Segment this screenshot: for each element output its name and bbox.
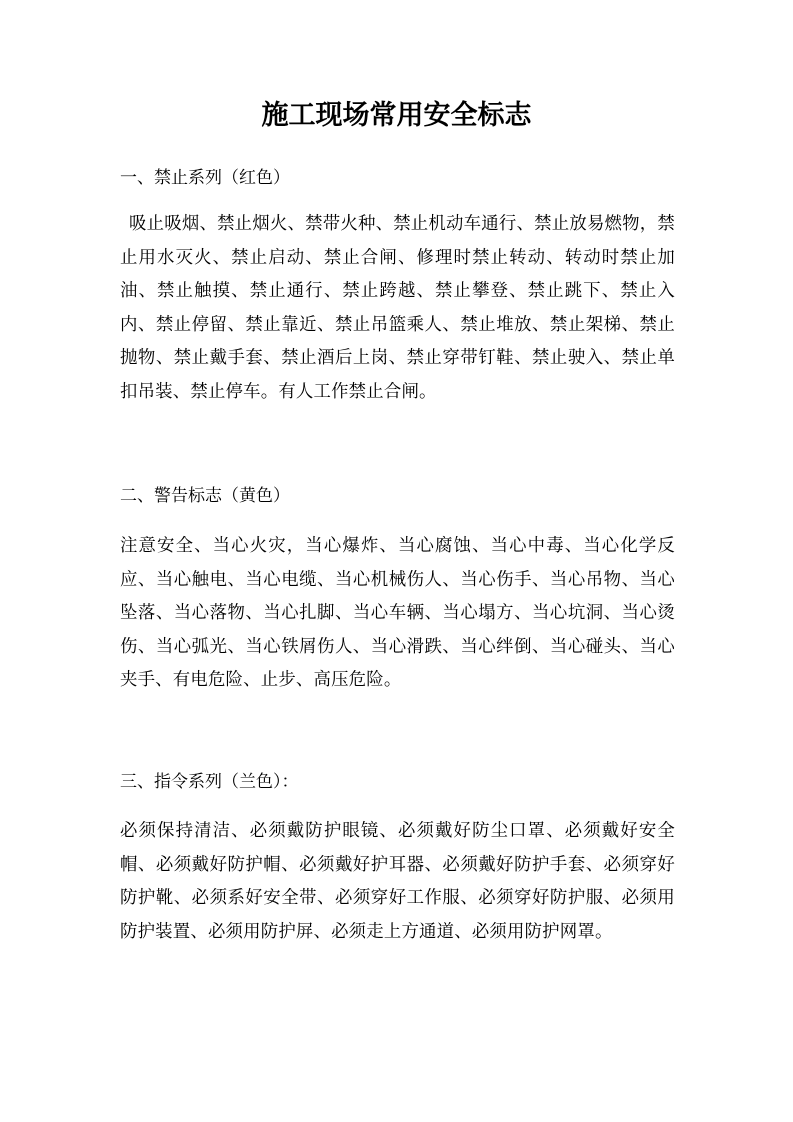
- section-heading-mandatory: 三、指令系列（兰色）：: [120, 772, 299, 792]
- section-heading-prohibition: 一、禁止系列（红色）: [120, 168, 290, 188]
- section-body-prohibition: 吸止吸烟、禁止烟火、禁带火种、禁止机动车通行、禁止放易燃物，禁止用水灭火、禁止启动、禁止合闸、修理时禁止转动、转动时禁止加油、禁止触摸、禁止通行、禁止跨越、禁止攀登、禁止跳下、禁止入内、禁止停留、禁止靠近、禁止吊篮乘人、禁止堆放、禁止架梯、禁止抛物、禁止戴手套、禁止酒后上岗、禁止穿带钉鞋、禁止驶入、禁止单扣吊装、禁止停车。有人工作禁止合闸。: [120, 214, 675, 402]
- section-body-mandatory: 必须保持清洁、必须戴防护眼镜、必须戴好防尘口罩、必须戴好安全帽、必须戴好防护帽、必须戴好护耳器、必须戴好防护手套、必须穿好防护靴、必须系好安全带、必须穿好工作服、必须穿好防护服、必须用防护装置、必须用防护屏、必须走上方通道、必须用防护网罩。: [120, 821, 675, 942]
- section-heading-warning: 二、警告标志（黄色）: [120, 486, 290, 506]
- section-body-warning: 注意安全、当心火灾，当心爆炸、当心腐蚀、当心中毒、当心化学反应、当心触电、当心电缆、当心机械伤人、当心伤手、当心吊物、当心坠落、当心落物、当心扎脚、当心车辆、当心塌方、当心坑洞、当心烫伤、当心弧光、当心铁屑伤人、当心滑跌、当心绊倒、当心碰头、当心夹手、有电危险、止步、高压危险。: [120, 536, 675, 691]
- page-title: 施工现场常用安全标志: [261, 100, 532, 131]
